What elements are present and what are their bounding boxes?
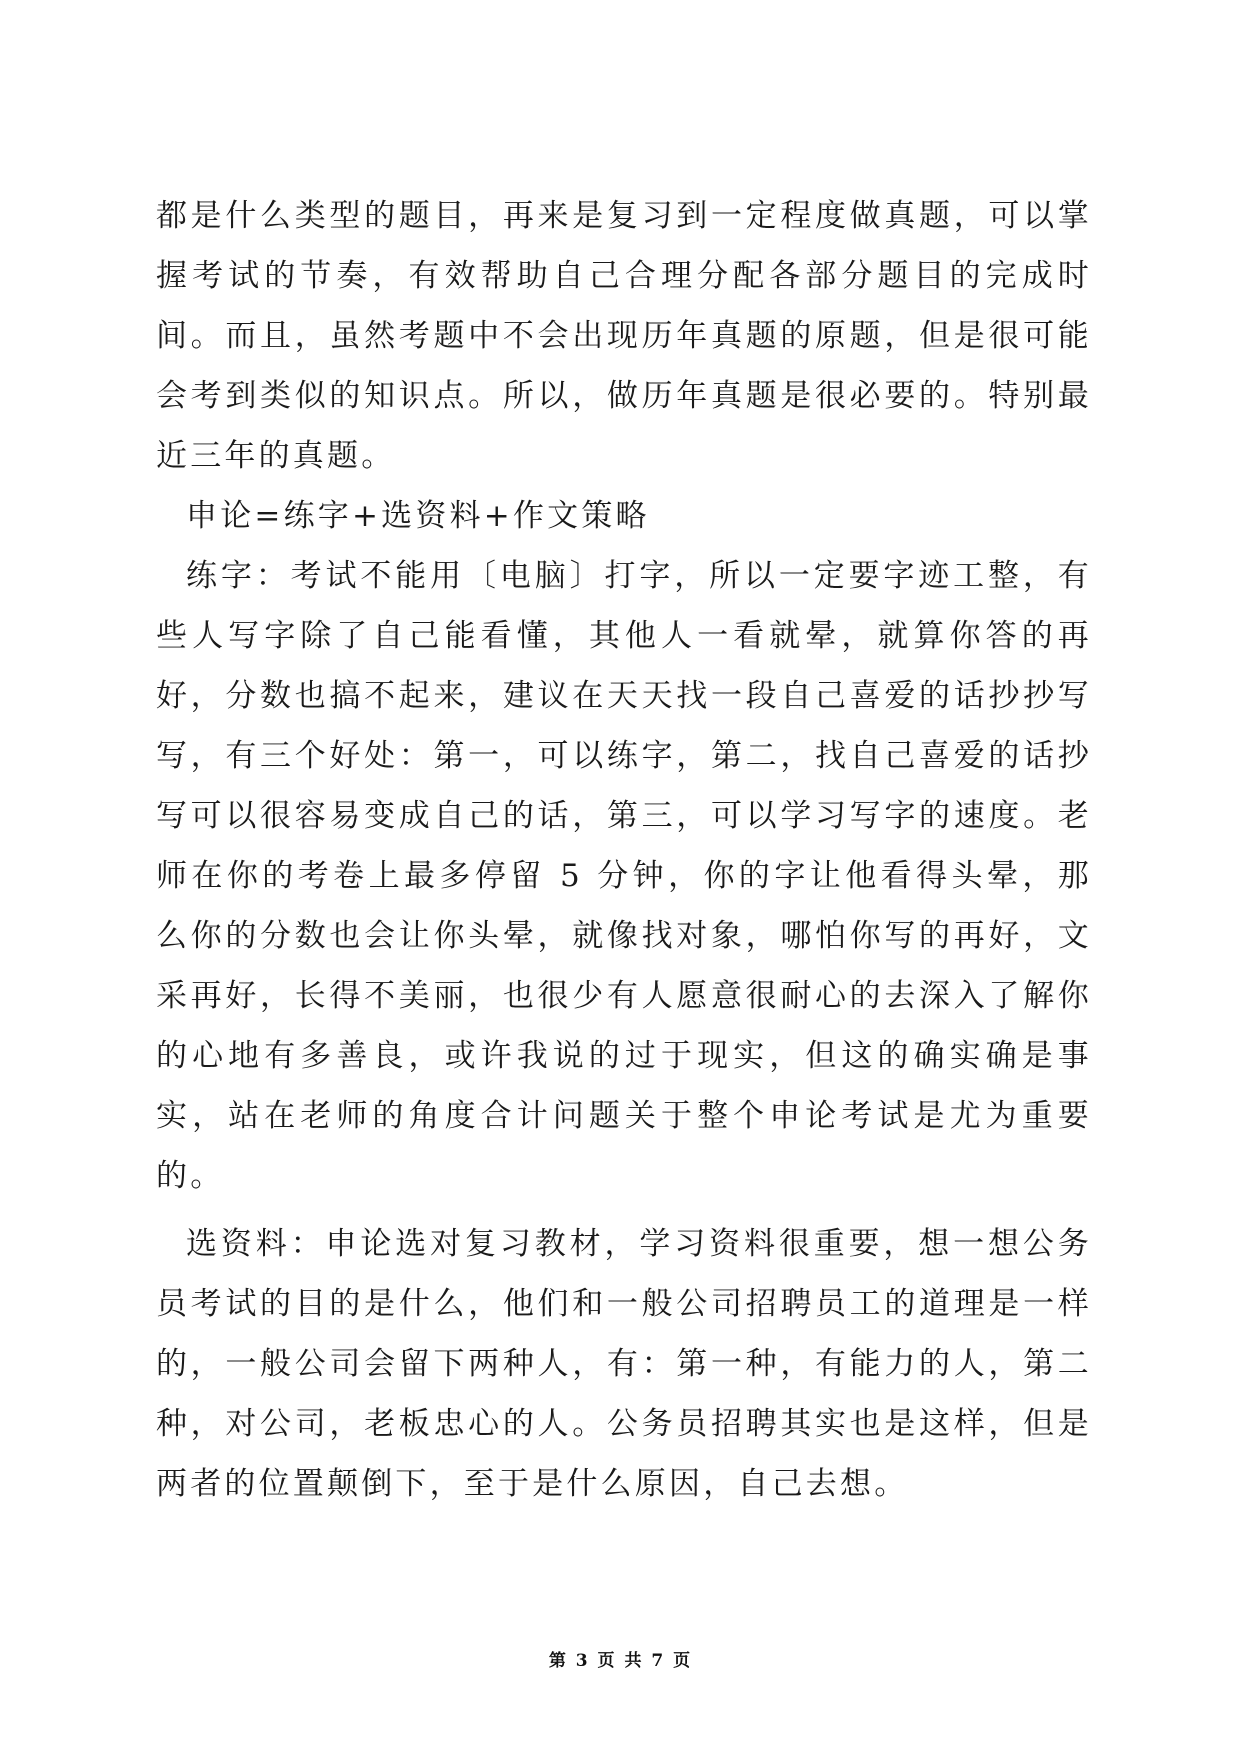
paragraph-material-selection: 选资料：申论选对复习教材，学习资料很重要，想一想公务员考试的目的是什么，他们和一般公司招聘员工的道理是一样的，一般公司会留下两种人，有：第一种，有能力的人，第二种，对公司，老板忠心的人。公务员招聘其实也是这样，但是两者的位置颠倒下，至于是什么原因，自己去想。 [156,1226,1092,1502]
document-body [156,186,1092,1514]
paragraph-continuation: 都是什么类型的题目，再来是复习到一定程度做真题，可以掌握考试的节奏，有效帮助自己合理分配各部分题目的完成时间。而且，虽然考题中不会出现历年真题的原题，但是很可能会考到类似的知识点。所以，做历年真题是很必要的。特别最近三年的真题。 [156,198,1092,474]
paragraph-shenlun-formula: 申论=练字+选资料+作文策略 [186,498,650,534]
page-number-footer: 第 3 页 共 7 页 [548,1651,693,1671]
paragraph-handwriting-practice: 练字：考试不能用〔电脑〕打字，所以一定要字迹工整，有些人写字除了自己能看懂，其他人一看就晕，就算你答的再好，分数也搞不起来，建议在天天找一段自己喜爱的话抄抄写写，有三个好处：第一，可以练字，第二，找自己喜爱的话抄写可以很容易变成自己的话，第三，可以学习写字的速度。老师在你的考卷上最多停留 5 分钟，你的字让他看得头晕，那么你的分数也会让你头晕，就像找对象，哪怕你写的再好，文采再好，长得不美丽，也很少有人愿意很耐心的去深入了解你的心地有多善良，或许我说的过于现实，但这的确实确是事实，站在老师的角度合计问题关于整个申论考试是尤为重要的。 [156,558,1092,1194]
